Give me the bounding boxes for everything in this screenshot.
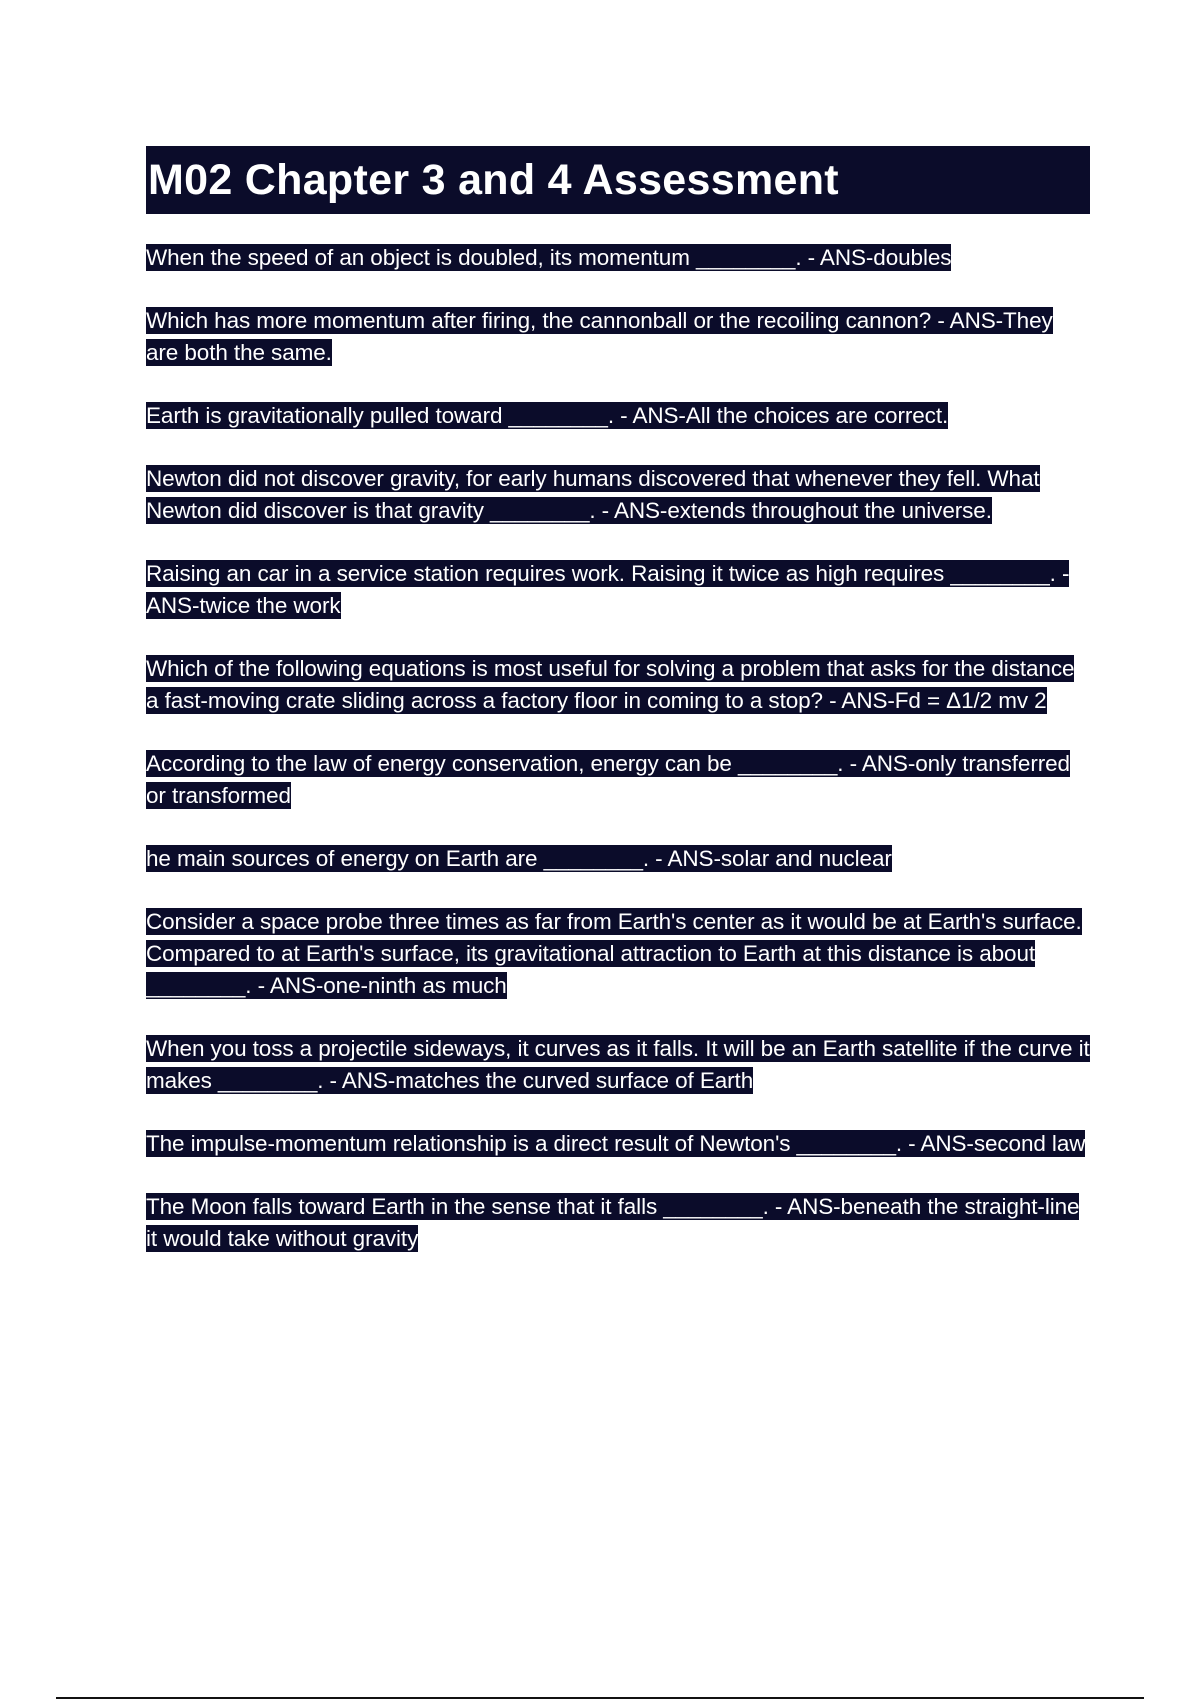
qa-item: [146, 1128, 1090, 1160]
qa-item: [146, 558, 1090, 622]
qa-item: [146, 242, 1090, 274]
qa-item: [146, 843, 1090, 875]
qa-text: The Moon falls toward Earth in the sense that it falls ________. - ANS-beneath the straight-line it would take without gravity: [146, 1194, 1080, 1251]
qa-item: [146, 463, 1090, 527]
qa-text: The impulse-momentum relationship is a direct result of Newton's ________. - ANS-second law: [146, 1131, 1086, 1156]
page-title: M02 Chapter 3 and 4 Assessment: [148, 155, 839, 204]
qa-text: When the speed of an object is doubled, its momentum ________. - ANS-doubles: [146, 245, 952, 270]
document-page: [146, 146, 1090, 1286]
qa-text: Which of the following equations is most useful for solving a problem that asks for the distance a fast-moving crate sliding across a factory floor in coming to a stop? - ANS-Fd = Δ1/2 mv 2: [146, 656, 1075, 713]
qa-item: [146, 1191, 1090, 1255]
footer-divider: [56, 1697, 1144, 1699]
qa-item: [146, 400, 1090, 432]
qa-item: [146, 906, 1090, 1002]
qa-item: [146, 653, 1090, 717]
qa-text: Newton did not discover gravity, for early humans discovered that whenever they fell. What Newton did discover is that gravity ________. - ANS-extends throughout the universe.: [146, 466, 1040, 523]
qa-item: [146, 1033, 1090, 1097]
qa-text: Consider a space probe three times as far from Earth's center as it would be at Earth's surface. Compared to at Earth's surface, its gravitational attraction to Earth at this distance is about ________. - ANS-one-ninth as much: [146, 909, 1082, 998]
question-answer-list: [146, 242, 1090, 1255]
title-bar: [146, 146, 1090, 214]
qa-item: [146, 748, 1090, 812]
qa-item: [146, 305, 1090, 369]
qa-text: When you toss a projectile sideways, it curves as it falls. It will be an Earth satellite if the curve it makes ________. - ANS-matches the curved surface of Earth: [146, 1036, 1090, 1093]
qa-text: According to the law of energy conservation, energy can be ________. - ANS-only transferred or transformed: [146, 751, 1070, 808]
qa-text: Raising an car in a service station requires work. Raising it twice as high requires ________. - ANS-twice the work: [146, 561, 1070, 618]
qa-text: Earth is gravitationally pulled toward ________. - ANS-All the choices are correct.: [146, 403, 949, 428]
qa-text: he main sources of energy on Earth are ________. - ANS-solar and nuclear: [146, 846, 892, 871]
qa-text: Which has more momentum after firing, the cannonball or the recoiling cannon? - ANS-They are both the same.: [146, 308, 1053, 365]
